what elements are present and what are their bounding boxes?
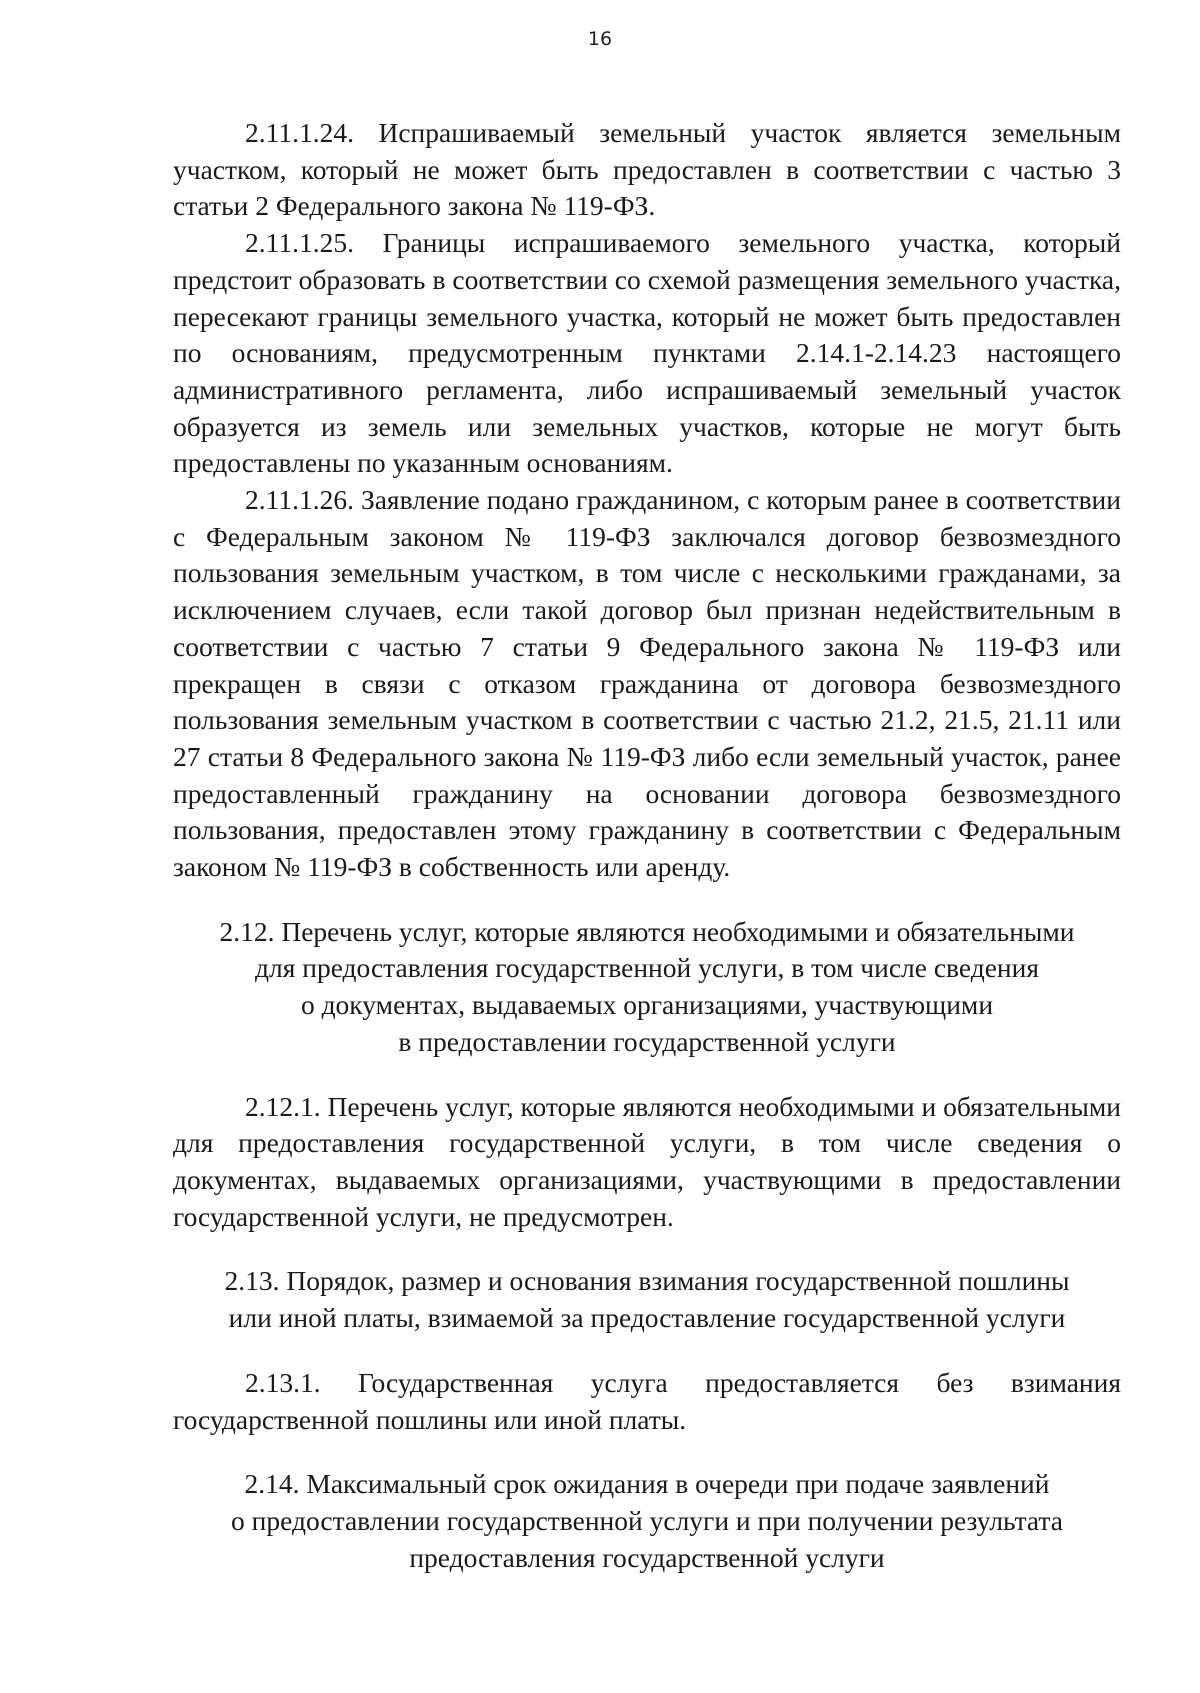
heading-2-12-line-1: 2.12. Перечень услуг, которые являются необходимыми и обязательными [219, 915, 1075, 947]
document-body [173, 115, 1121, 1576]
heading-2-14-line-2: о предоставлении государственной услуги и при получении результата [231, 1504, 1063, 1536]
heading-2-12 [173, 914, 1121, 1061]
heading-2-14 [173, 1466, 1121, 1576]
heading-2-13-line-1: 2.13. Порядок, размер и основания взимания государственной пошлины [224, 1265, 1070, 1297]
heading-2-13-line-2: или иной платы, взимаемой за предоставление государственной услуги [228, 1302, 1066, 1334]
paragraph-2-11-1-26: 2.11.1.26. Заявление подано гражданином, с которым ранее в соответствии с Федеральным законом № 119-ФЗ заключался договор безвозмездного пользования земельным участком, в том числе с несколькими гражданами, за исключением случаев, если такой договор был признан недействительным в соответствии с частью 7 статьи 9 Федерального закона № 119-ФЗ или прекращен в связи с отказом гражданина от договора безвозмездного пользования земельным участком в соответствии с частью 21.2, 21.5, 21.11 или 27 статьи 8 Федерального закона № 119-ФЗ либо если земельный участок, ранее предоставленный гражданину на основании договора безвозмездного пользования, предоставлен этому гражданину в соответствии с Федеральным законом № 119-ФЗ в собственность или аренду. [173, 484, 1121, 883]
heading-2-12-line-4: в предоставлении государственной услуги [398, 1025, 896, 1057]
page-number: 16 [587, 28, 613, 50]
heading-2-12-line-3: о документах, выдаваемых организациями, участвующими [300, 989, 994, 1021]
paragraph-2-13-1: 2.13.1. Государственная услуга предоставляется без взимания государственной пошлины или иной платы. [173, 1366, 1121, 1435]
paragraph-2-11-1-24: 2.11.1.24. Испрашиваемый земельный участок является земельным участком, который не может быть предоставлен в соответствии с частью 3 статьи 2 Федерального закона № 119-ФЗ. [173, 117, 1121, 222]
heading-2-12-line-2: для предоставления государственной услуги, в том числе сведения [254, 952, 1040, 984]
heading-2-14-line-3: предоставления государственной услуги [409, 1541, 885, 1573]
paragraph-2-11-1-25: 2.11.1.25. Границы испрашиваемого земельного участка, который предстоит образовать в соответствии со схемой размещения земельного участка, пересекают границы земельного участка, который не может быть предоставлен по основаниям, предусмотренным пунктами 2.14.1-2.14.23 настоящего административного регламента, либо испрашиваемый земельный участок образуется из земель или земельных участков, которые не могут быть предоставлены по указанным основаниям. [173, 227, 1121, 479]
heading-2-13 [173, 1263, 1121, 1336]
paragraph-2-12-1: 2.12.1. Перечень услуг, которые являются необходимыми и обязательными для предоставления государственной услуги, в том числе сведения о документах, выдаваемых организациями, участвующими в предоставлении государственной услуги, не предусмотрен. [173, 1090, 1121, 1232]
heading-2-14-line-1: 2.14. Максимальный срок ожидания в очереди при подаче заявлений [244, 1468, 1050, 1500]
